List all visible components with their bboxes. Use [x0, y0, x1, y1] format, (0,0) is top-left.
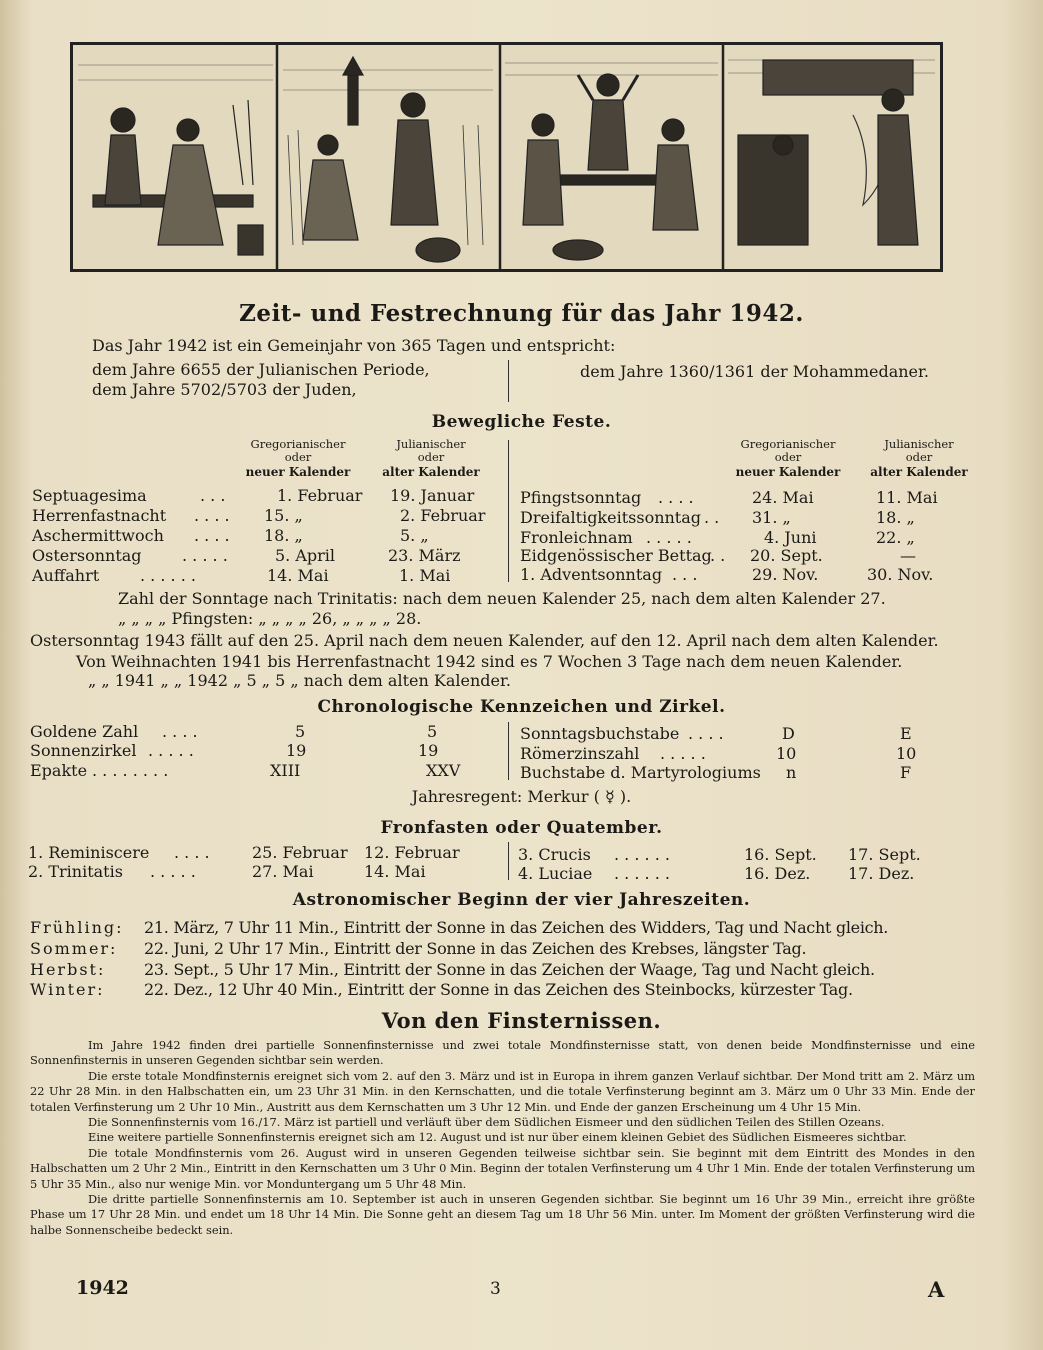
feast-jul: 11. Mai	[876, 488, 938, 507]
woodcut-banner	[70, 42, 943, 272]
ember-old: 12. Februar	[364, 843, 460, 862]
chrono-value-b: E	[900, 724, 912, 743]
feast-dots: . . . .	[194, 526, 230, 545]
feast-jul: 18. „	[876, 508, 915, 527]
chrono-row	[520, 763, 990, 783]
chrono-row	[30, 722, 500, 742]
feast-row	[32, 566, 502, 586]
ember-days-heading: Fronfasten oder Quatember.	[380, 818, 663, 838]
feast-name: Aschermittwoch	[32, 526, 164, 545]
feast-name: Pfingstsonntag	[520, 488, 642, 507]
ember-old: 17. Sept.	[848, 845, 921, 864]
year-regent: Jahresregent: Merkur ( ☿ ).	[411, 787, 632, 806]
left-jul-header-3: alter Kalender	[382, 465, 480, 479]
chrono-value-a: 10	[776, 744, 797, 763]
chrono-dots: . . . . .	[660, 744, 706, 763]
ember-row	[518, 864, 988, 884]
feast-name: Eidgenössischer Bettag	[520, 546, 712, 565]
season-text: 23. Sept., 5 Uhr 17 Min., Eintritt der Sonne in das Zeichen der Waage, Tag und Nacht gleich.	[144, 960, 875, 979]
season-name: Frühling:	[30, 918, 124, 937]
intro-line-1: Das Jahr 1942 ist ein Gemeinjahr von 365 Tagen und entspricht:	[92, 336, 616, 355]
right-jul-header-2: oder	[905, 450, 933, 464]
page-number: 3	[490, 1279, 501, 1299]
feast-row	[520, 508, 990, 528]
signature-mark: A	[928, 1277, 945, 1302]
chrono-dots: . . . . . . . .	[92, 761, 169, 780]
chrono-name: Sonntagsbuchstabe	[520, 724, 680, 743]
feast-greg: 15. „	[264, 506, 303, 525]
ember-name: 2. Trinitatis	[28, 862, 123, 881]
chrono-dots: . . . .	[688, 724, 724, 743]
chronology-heading: Chronologische Kennzeichen und Zirkel.	[317, 697, 726, 717]
chrono-value-a: D	[782, 724, 795, 743]
chrono-row	[520, 724, 990, 744]
feast-row	[32, 486, 502, 506]
ember-new: 25. Februar	[252, 843, 348, 862]
trinitatis-note: Zahl der Sonntage nach Trinitatis: nach dem neuen Kalender 25, nach dem alten Kalender 27.	[118, 589, 886, 608]
left-greg-header-2: oder	[284, 450, 312, 464]
right-jul-header-3: alter Kalender	[870, 465, 968, 479]
feast-jul: 2. Februar	[400, 506, 486, 525]
ember-new: 27. Mai	[252, 862, 314, 881]
feast-name: Auffahrt	[32, 566, 100, 585]
ember-name: 3. Crucis	[518, 845, 591, 864]
ember-old: 17. Dez.	[848, 864, 915, 883]
chrono-name: Epakte	[30, 761, 88, 780]
feast-greg: 20. Sept.	[750, 546, 823, 565]
eclipse-paragraph: Eine weitere partielle Sonnenfinsternis ereignet sich am 12. August und ist nur über einem kleinen Gebiet des Südlichen Eismeeres sichtbar.	[88, 1130, 907, 1145]
chrono-value-b: 19	[418, 741, 439, 760]
feast-name: 1. Adventsonntag	[520, 565, 663, 584]
chronology-divider	[508, 722, 509, 780]
feast-row	[520, 528, 990, 548]
feast-row	[32, 546, 502, 566]
chrono-name: Römerzinszahl	[520, 744, 640, 763]
season-name: Sommer:	[30, 939, 118, 958]
ember-old: 14. Mai	[364, 862, 426, 881]
feast-greg: 24. Mai	[752, 488, 814, 507]
season-row	[30, 918, 1020, 940]
feast-row	[520, 565, 990, 585]
season-row	[30, 960, 1020, 982]
christmas-new-note: Von Weihnachten 1941 bis Herrenfastnacht 1942 sind es 7 Wochen 3 Tage nach dem neuen Kalender.	[76, 652, 903, 671]
feast-dots: . . . . .	[646, 528, 692, 547]
intro-line-3: dem Jahre 5702/5703 der Juden,	[92, 380, 357, 399]
chrono-value-a: 19	[286, 741, 307, 760]
feast-dots: . . . .	[658, 488, 694, 507]
movable-feasts-heading: Bewegliche Feste.	[431, 412, 612, 432]
feast-jul: —	[900, 546, 916, 565]
chrono-dots: . . . . .	[148, 741, 194, 760]
chrono-row	[30, 741, 500, 761]
feast-row	[520, 546, 990, 566]
feast-jul: 23. März	[388, 546, 461, 565]
feast-greg: 5. April	[275, 546, 336, 565]
feast-greg: 18. „	[264, 526, 303, 545]
feast-dots: . . . .	[194, 506, 230, 525]
left-jul-header-2: oder	[417, 450, 445, 464]
feast-greg: 14. Mai	[267, 566, 329, 585]
feast-dots: . . .	[200, 486, 226, 505]
feast-jul: 5. „	[400, 526, 429, 545]
christmas-old-note: „ „ 1941 „ „ 1942 „ 5 „ 5 „ nach dem alten Kalender.	[88, 671, 511, 690]
feast-row	[32, 506, 502, 526]
season-text: 21. März, 7 Uhr 11 Min., Eintritt der Sonne in das Zeichen des Widders, Tag und Nacht gleich.	[144, 918, 889, 937]
ember-dots: . . . .	[174, 843, 210, 862]
eclipses-text	[30, 1038, 975, 1238]
feast-dots: . . . . . .	[140, 566, 196, 585]
feast-name: Septuagesima	[32, 486, 147, 505]
eclipse-paragraph: Im Jahre 1942 finden drei partielle Sonnenfinsternisse und zwei totale Mondfinsternisse statt, von denen beide Mondfinsternisse und eine Sonnenfinsternis in unseren Gegenden sichtbar sein werden.	[30, 1038, 975, 1068]
season-row	[30, 939, 1020, 961]
feast-jul: 19. Januar	[390, 486, 475, 505]
right-greg-header-2: oder	[774, 450, 802, 464]
left-jul-header-1: Julianischer	[396, 437, 466, 451]
ember-name: 1. Reminiscere	[28, 843, 150, 862]
right-greg-header-3: neuer Kalender	[735, 465, 841, 479]
feast-greg: 31. „	[752, 508, 791, 527]
movable-divider	[508, 440, 509, 582]
feast-dots: . . .	[672, 565, 698, 584]
feast-greg: 4. Juni	[764, 528, 817, 547]
chrono-name: Buchstabe d. Martyrologiums	[520, 763, 761, 782]
chrono-value-b: XXV	[426, 761, 461, 780]
season-row	[30, 980, 1020, 1002]
season-name: Winter:	[30, 980, 105, 999]
chrono-name: Sonnenzirkel	[30, 741, 137, 760]
feast-name: Dreifaltigkeitssonntag	[520, 508, 702, 527]
left-greg-header-3: neuer Kalender	[245, 465, 351, 479]
four-seasons-illustration	[73, 45, 940, 269]
right-greg-header-1: Gregorianischer	[740, 437, 836, 451]
intro-divider	[508, 360, 509, 402]
ember-row	[518, 845, 988, 865]
chrono-value-b: F	[900, 763, 912, 782]
ember-new: 16. Sept.	[744, 845, 817, 864]
chrono-name: Goldene Zahl	[30, 722, 139, 741]
ember-row	[28, 862, 498, 882]
feast-dots: . .	[704, 508, 720, 527]
footer-year: 1942	[76, 1277, 129, 1299]
chrono-row	[30, 761, 500, 781]
ember-dots: . . . . .	[150, 862, 196, 881]
eclipse-paragraph: Die Sonnenfinsternis vom 16./17. März ist partiell und verläuft über dem Südlichen Eismeer und den südlichen Teilen des Stillen Ozeans.	[88, 1115, 885, 1130]
ember-dots: . . . . . .	[614, 845, 670, 864]
ember-divider	[508, 842, 509, 880]
pfingsten-note: „ „ „ „ Pfingsten: „ „ „ „ 26, „ „ „ „ 28.	[118, 609, 422, 628]
feast-jul: 22. „	[876, 528, 915, 547]
chrono-value-a: 5	[295, 722, 306, 741]
page-title: Zeit- und Festrechnung für das Jahr 1942.	[239, 300, 804, 327]
feast-dots: . .	[710, 546, 726, 565]
chrono-dots: . . . .	[162, 722, 198, 741]
eclipse-paragraph: Die erste totale Mondfinsternis ereignet sich vom 2. auf den 3. März und ist in Europa in ihrem ganzen Verlauf sichtbar. Der Mond tritt am 2. März um 22 Uhr 28 Min. in den Halbschatten ein, um 23 Uhr 31 Min. in den Kernschatten, und die totale Verfinsterung beginnt am 3. März um 0 Uhr 33 Min. Ende der totalen Verfinsterung um 2 Uhr 10 Min., Austritt aus dem Kernschatten um 3 Uhr 12 Min. und Ende der ganzen Erscheinung um 4 Uhr 15 Min.	[30, 1068, 975, 1114]
intro-line-4: dem Jahre 1360/1361 der Mohammedaner.	[580, 362, 929, 381]
chrono-value-a: n	[786, 763, 797, 782]
feast-name: Ostersonntag	[32, 546, 142, 565]
eclipses-heading: Von den Finsternissen.	[381, 1008, 662, 1033]
season-text: 22. Dez., 12 Uhr 40 Min., Eintritt der Sonne in das Zeichen des Steinbocks, kürzester Tag.	[144, 980, 853, 999]
chrono-value-a: XIII	[270, 761, 301, 780]
chrono-value-b: 5	[427, 722, 438, 741]
season-text: 22. Juni, 2 Uhr 17 Min., Eintritt der Sonne in das Zeichen des Krebses, längster Tag.	[144, 939, 807, 958]
chrono-row	[520, 744, 990, 764]
feast-row	[32, 526, 502, 546]
eclipse-paragraph: Die dritte partielle Sonnenfinsternis am 10. September ist auch in unseren Gegenden sichtbar. Sie beginnt um 16 Uhr 39 Min., erreicht ihre größte Phase um 17 Uhr 28 Min. und endet um 18 Uhr 14 Min. Die Sonne geht an diesem Tag um 18 Uhr 56 Min. unter. Im Moment der größten Verfinsterung wird die halbe Sonnenscheibe bedeckt sein.	[30, 1192, 975, 1237]
season-name: Herbst:	[30, 960, 106, 979]
left-greg-header-1: Gregorianischer	[250, 437, 346, 451]
feast-greg: 29. Nov.	[752, 565, 819, 584]
ember-new: 16. Dez.	[744, 864, 811, 883]
feast-jul: 1. Mai	[399, 566, 451, 585]
feast-jul: 30. Nov.	[867, 565, 934, 584]
feast-dots: . . . . .	[182, 546, 228, 565]
ember-name: 4. Luciae	[518, 864, 593, 883]
intro-line-2: dem Jahre 6655 der Julianischen Periode,	[92, 360, 430, 379]
feast-greg: 1. Februar	[277, 486, 363, 505]
chrono-value-b: 10	[896, 744, 917, 763]
eclipse-paragraph: Die totale Mondfinsternis vom 26. August wird in unseren Gegenden teilweise sichtbar sein. Sie beginnt mit dem Eintritt des Mondes in den Halbschatten um 2 Uhr 2 Min., Eintritt in den Kernschatten um 3 Uhr 0 Min. Beginn der totalen Verfinsterung um 4 Uhr 1 Min. Ende der totalen Verfinsterung um 5 Uhr 35 Min., also nur wenige Min. vor Monduntergang um 5 Uhr 48 Min.	[30, 1145, 975, 1191]
right-jul-header-1: Julianischer	[884, 437, 954, 451]
feast-name: Herrenfastnacht	[32, 506, 167, 525]
feast-name: Fronleichnam	[520, 528, 633, 547]
seasons-heading: Astronomischer Beginn der vier Jahreszeiten.	[292, 890, 751, 910]
ember-dots: . . . . . .	[614, 864, 670, 883]
ember-row	[28, 843, 498, 863]
easter-1943-note: Ostersonntag 1943 fällt auf den 25. April nach dem neuen Kalender, auf den 12. April nach dem alten Kalender.	[30, 631, 939, 650]
feast-row	[520, 488, 990, 508]
